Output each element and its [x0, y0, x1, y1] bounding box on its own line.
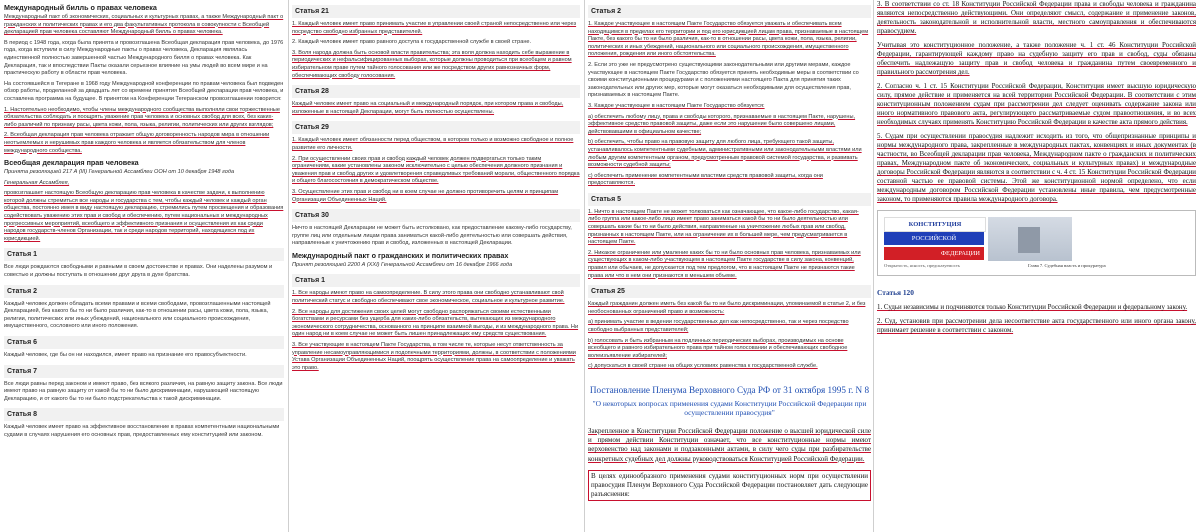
- iccpr-article-1-p2: 2. Все народы для достижения своих целей могут свободно распоряжаться своими естественными богатствами и ресурсами без ущерба для каких-либо обязательств, вытекающих из международного экономического сотрудничества, основанного на принципе взаимной выгоды, и из международного права. Ни один народ ни в коем случае не может быть лишен принадлежащих ему средств существования.: [292, 308, 579, 338]
- constitution-article-120-p2: 2. Суд, установив при рассмотрении дела несоответствие акта государственного или иного органа закону, принимает решение в соответствии с законом.: [877, 318, 1196, 334]
- iccpr-article-2-p3a: a) обеспечить любому лицу, права и свободы которого, признаваемые в настоящем Пакте, нарушены, эффективное средство правовой защиты, даже если это нарушение было совершено лицами, действовавшими в официальном качестве;: [588, 113, 856, 135]
- bill-of-rights-heading: Международный билль о правах человека: [4, 3, 157, 12]
- udhr-article-text: Все люди равны перед законом и имеют право, без всякого различия, на равную защиту закона. Все люди имеют право на равную защиту от какой бы то ни было дискриминации, нарушающей настоящую Декларацию, и от какого бы то ни было подстрекательства к такой дискриминации.: [4, 380, 283, 402]
- iccpr-article-2-p3b: b) обеспечить, чтобы право на правовую защиту для любого лица, требующего такой защиты, устанавливалось компетентными судебными, административными или законодательными властями или любым другим компетентным органом, предусмотренным правовой системой государства, и развивать возможности судебной защиты;: [588, 139, 862, 169]
- article-29-p1: 1. Каждый человек имеет обязанности перед обществом, в котором только и возможно свободное и полное развитие его личности.: [292, 137, 574, 151]
- kremlin-photo: [988, 217, 1072, 261]
- iccpr-article-1-title: Статья 1: [292, 274, 580, 287]
- column-divider: [584, 0, 585, 532]
- udhr-article-title: Статья 6: [4, 336, 284, 349]
- constitution-article-120-p1: 1. Судьи независимы и подчиняются только Конституции Российской Федерации и федеральному закону.: [877, 304, 1188, 311]
- article-21-title: Статья 21: [292, 5, 580, 18]
- ruling-paragraph-2: В целях единообразного применения судами конституционных норм при осуществлении правосудия Пленум Верховного Суда Российской Федерации постановляет дать следующие разъяснения:: [588, 470, 871, 502]
- article-29-p3: 3. Осуществление этих прав и свобод ни в коем случае не должно противоречить целям и принципам Организации Объединенных Наций.: [292, 188, 559, 203]
- iccpr-article-25-a: a) принимать участие в ведении государственных дел как непосредственно, так и через посредство свободно выбранных представителей;: [588, 319, 849, 333]
- udhr-proclamation: провозглашает настоящую Всеобщую декларацию прав человека в качестве задачи, к выполнению которой должны стремиться все народы и государства с тем, чтобы каждый человек и каждый орган общества, постоянно имея в виду настоящую декларацию, стремились путем просвещения и образования содействовать уважению этих прав и свобод и обеспечению, путем национальных и международных прогрессивных мероприятий, всеобщего и эффективного признания и осуществления их как среди народов государств-членов Организации, так и среди народов территорий, находящихся под их юрисдикцией.: [4, 190, 284, 242]
- iccpr-article-1-p3: 3. Все участвующие в настоящем Пакте Государства, в том числе те, которые несут ответственность за управление несамоуправляющимися и подопечными территориями, должны, в соответствии с положениями Устава Организации Объединенных Наций, поощрять осуществление права на самоопределение и уважать это право.: [292, 342, 576, 371]
- column-udhr-iccpr: [292, 0, 580, 532]
- constitution-article-120-title: Статья 120: [877, 288, 914, 297]
- iccpr-article-25-b: b) голосовать и быть избранным на подлинных периодических выборах, производимых на основе всеобщего и равного избирательного права при тайном голосовании и обеспечивающих свободное волеизъявление избирателей;: [588, 337, 848, 359]
- bill-intro: Международный пакт об экономических, социальных и культурных правах, а также Международный пакт о гражданских и политических правах и его два факультативных протокола в совокупности с Всеобщей декларацией прав человека составляют Международный билль о правах человека.: [4, 14, 284, 36]
- udhr-article-text: Все люди рождаются свободными и равными в своем достоинстве и правах. Они наделены разумом и совестью и должны поступать в отношении друг друга в духе братства.: [4, 264, 273, 279]
- tehran-point-1: 1. Настоятельно необходимо, чтобы члены международного сообщества выполняли свои торжественные обязательства соблюдать и поощрять уважение прав человека и основных свобод для всех, без каких-либо различий по признаку расы, цвета кожи, пола, языка, религии, политических или других взглядов;: [4, 106, 280, 128]
- column-divider: [873, 0, 874, 532]
- bill-paragraph-1: В период с 1948 года, когда была принята и провозглашена Всеобщая декларация прав человека, до 1976 года, когда вступили в силу Международные пакты о правах человека, Декларация являлась единственной полностью завершенной частью Международного билля о правах человека. Как Декларация, так и впоследствии Пакты оказали серьезное влияние на умы людей во всем мире и на практическую работу в области прав человека.: [4, 39, 284, 77]
- ruling-subtitle: "О некоторых вопросах применения судами Конституции Российской Федерации при осуществлении правосудия": [592, 398, 867, 417]
- column-udhr: [4, 0, 284, 532]
- article-21-p3: 3. Воля народа должна быть основой власти правительства; эта воля должна находить себе выражение в периодических и нефальсифицированных выборах, которые должны проводиться при всеобщем и равном избирательном праве путем тайного голосования или же посредством других равнозначных форм, обеспечивающих свободу голосования.: [292, 49, 572, 79]
- iccpr-article-5-title: Статья 5: [588, 193, 871, 206]
- banner-chapter-title: Глава 7. Судебная власть и прокуратура: [1028, 263, 1106, 268]
- iccpr-article-5-p1: 1. Ничто в настоящем Пакте не может толковаться как означающее, что какое-либо государство, какая-либо группа или какое-либо лицо имеет право заниматься какой бы то ни было деятельностью или совершать какие бы то ни было действия, направленные на уничтожение любых прав или свобод, признанных в настоящем Пакте, или на ограничение их в большей мере, чем предусматривается в настоящем Пакте.: [588, 208, 859, 246]
- iccpr-article-25-c: c) допускаться в своей стране на общих условиях равенства к государственной службе.: [588, 363, 818, 370]
- article-28-title: Статья 28: [292, 85, 580, 98]
- constitution-banner: [877, 210, 1196, 276]
- udhr-article-text: Каждый человек должен обладать всеми правами и всеми свободами, провозглашенными настоящей Декларацией, без какого бы то ни было различия, как-то в отношении расы, цвета кожи, пола, языка, религии, политических или иных убеждений, национального или социального происхождения, имущественного, сословного или иного положения.: [4, 300, 271, 330]
- article-29-p2: 2. При осуществлении своих прав и свобод каждый человек должен подвергаться только таким ограничениям, какие установлены законом исключительно с целью обеспечения должного признания и уважения прав и свобод других и удовлетворения справедливых требований морали, общественного порядка и общего благосостояния в демократическом обществе.: [292, 155, 580, 185]
- article-28-text: Каждый человек имеет право на социальный и международный порядок, при котором права и свободы, изложенные в настоящей Декларации, могут быть полностью осуществлены.: [292, 101, 564, 115]
- iccpr-article-2-p1: 1. Каждое участвующее в настоящем Пакте Государство обязуется уважать и обеспечивать всем находящимся в пределах его территории и под его юрисдикцией лицам права, признаваемые в настоящем Пакте, без какого бы то ни было различия, как-то в отношении расы, цвета кожи, пола, языка, религии, политических и иных убеждений, национального или социального происхождения, имущественного положения, рождения или иного обстоятельства.: [588, 21, 869, 58]
- column-constitution: [877, 0, 1196, 532]
- iccpr-article-2-title: Статья 2: [588, 5, 871, 18]
- banner-title-top: КОНСТИТУЦИЯ: [884, 217, 986, 232]
- udhr-article-title: Статья 2: [4, 285, 284, 298]
- iccpr-article-2-p3: 3. Каждое участвующее в настоящем Пакте Государство обязуется:: [588, 102, 765, 109]
- article-21-p1: 1. Каждый человек имеет право принимать участие в управлении своей страной непосредственно или через посредство свободно избранных представителей.: [292, 21, 577, 35]
- banner-title-middle: РОССИЙСКОЙ: [884, 232, 984, 245]
- bill-paragraph-2: На состоявшейся в Тегеране в 1968 году Международной конференции по правам человека был подведен обзор работы, проделанной за двадцать лет со времени принятия Всеобщей декларации прав человека, и составлена программа на будущее. В принятом на Конференции Тегеранском провозглашении говорится:: [4, 80, 284, 102]
- tehran-point-2: 2. Всеобщая декларация прав человека отражает общую договоренность народов мира в отношении неотъемлемых и нерушимых прав каждого человека и является обязательством для членов международного сообщества.: [4, 132, 270, 154]
- iccpr-article-5-p2: 2. Никакое ограничение или умаление каких бы то ни было основных прав человека, признаваемых или существующих в каком-либо участвующем в настоящем Пакте государстве в силу закона, конвенций, правил или обычаев, не допускается под тем предлогом, что в настоящем Пакте не признаются такие права или что в нем они признаются в меньшем объеме.: [588, 249, 861, 279]
- ruling-paragraph-1: Закрепленное в Конституции Российской Федерации положение о высшей юридической силе и прямом действии Конституции означает, что все конституционные нормы имеют верховенство над законами и подзаконными актами, в силу чего суды при разбирательстве конкретных судебных дел должны руководствоваться Конституцией Российской Федерации.: [588, 426, 871, 463]
- ruling-title: Постановление Пленума Верховного Суда РФ от 31 октября 1995 г. N 8: [589, 384, 870, 395]
- ruling-item-5: 5. Судам при осуществлении правосудия надлежит исходить из того, что общепризнанные принципы и нормы международного права, закрепленные в международных пактах, конвенциях и иных документах (в частности, во Всеобщей декларации прав человека, Международном пакте о гражданских и политических правах, Международном пакте об экономических, социальных и культурных правах) и международные договоры Российской Федерации являются в соответствии с ч. 4 ст. 15 Конституции Российской Федерации составной частью ее правовой системы. Этой же конституционной нормой определено, что если международным договором Российской Федерации установлены иные правила, чем предусмотренные законом, то применяются правила международного договора.: [877, 133, 1196, 203]
- article-21-p2: 2. Каждый человек имеет право равного доступа к государственной службе в своей стране.: [292, 39, 532, 46]
- udhr-article-title: Статья 1: [4, 248, 284, 261]
- banner-footer-link[interactable]: Открытость, ясность, предсказуемость: [884, 263, 960, 268]
- udhr-heading: Всеобщая декларация прав человека: [4, 158, 139, 168]
- iccpr-article-25-title: Статья 25: [588, 285, 871, 298]
- column-divider: [288, 0, 289, 532]
- iccpr-adopted: Принят резолюцией 2200 A (XXI) Генеральной Ассамблеи от 16 декабря 1966 года: [292, 261, 513, 268]
- ruling-item-3-continued: Учитывая это конституционное положение, а также положение ч. 1 ст. 46 Конституции Российской Федерации, гарантирующей каждому право на судебную защиту его прав и свобод, суды обязаны обеспечить надлежащую защиту прав и свобод человека и гражданина путем своевременного и правильного рассмотрения дел.: [877, 42, 1196, 76]
- article-30-text: Ничто в настоящей Декларации не может быть истолковано, как предоставление какому-либо государству, группе лиц или отдельным лицам права заниматься какой-либо деятельностью или совершать действия, направленные к уничтожению прав и свобод, изложенных в настоящей Декларации.: [292, 225, 572, 247]
- ruling-item-2: 2. Согласно ч. 1 ст. 15 Конституции Российской Федерации, Конституция имеет высшую юридическую силу, прямое действие и применяется на всей территории Российской Федерации. В соответствии с этим конституционным положением судам при рассмотрении дел следует оценивать содержание закона или иного нормативного правового акта, регулирующего рассматриваемые судом правоотношения, и во всех необходимых случаях применять Конституцию Российской Федерации в качестве акта прямого действия.: [877, 83, 1196, 126]
- article-30-title: Статья 30: [292, 209, 580, 222]
- banner-title-bottom: ФЕДЕРАЦИИ: [884, 247, 984, 260]
- iccpr-article-2-p3c: c) обеспечить применение компетентными властями средств правовой защиты, когда они предоставляются.: [588, 172, 823, 187]
- general-assembly: Генеральная Ассамблея,: [4, 179, 70, 186]
- column-iccpr-ruling: [588, 0, 871, 532]
- udhr-article-text: Каждый человек имеет право на эффективное восстановление в правах компетентными национальными судами в случаях нарушения его основных прав, предоставленных ему конституцией или законом.: [4, 424, 280, 438]
- udhr-adopted: Принята резолюцией 217 A (III) Генеральной Ассамблеи ООН от 10 декабря 1948 года: [4, 169, 235, 176]
- udhr-article-text: Каждый человек, где бы он ни находился, имеет право на признание его правосубъектности.: [4, 352, 247, 358]
- iccpr-heading: Международный пакт о гражданских и политических правах: [292, 250, 509, 260]
- udhr-article-title: Статья 7: [4, 365, 284, 378]
- iccpr-article-2-p2: 2. Если это уже не предусмотрено существующими законодательными или другими мерами, каждое участвующее в настоящем Пакте Государство обязуется принять необходимые меры в соответствии со своими конституционными процедурами и с положениями настоящего Пакта для принятия таких законодательных или других мер, которые могут оказаться необходимыми для осуществления прав, признаваемых в настоящем Пакте.: [588, 61, 859, 99]
- article-29-title: Статья 29: [292, 121, 580, 134]
- iccpr-article-25-intro: Каждый гражданин должен иметь без какой бы то ни было дискриминации, упоминаемой в статье 2, и без необоснованных ограничений право и возможность:: [588, 301, 866, 315]
- udhr-article-title: Статья 8: [4, 408, 284, 421]
- ruling-item-3: 3. В соответствии со ст. 18 Конституции Российской Федерации права и свободы человека и гражданина являются непосредственно действующими. Они определяют смысл, содержание и применение законов, деятельность законодательной и исполнительной власти, местного самоуправления и обеспечиваются правосудием.: [877, 1, 1196, 35]
- iccpr-article-1-p1: 1. Все народы имеют право на самоопределение. В силу этого права они свободно устанавливают свой политический статус и свободно обеспечивают свое экономическое, социальное и культурное развитие.: [292, 290, 565, 305]
